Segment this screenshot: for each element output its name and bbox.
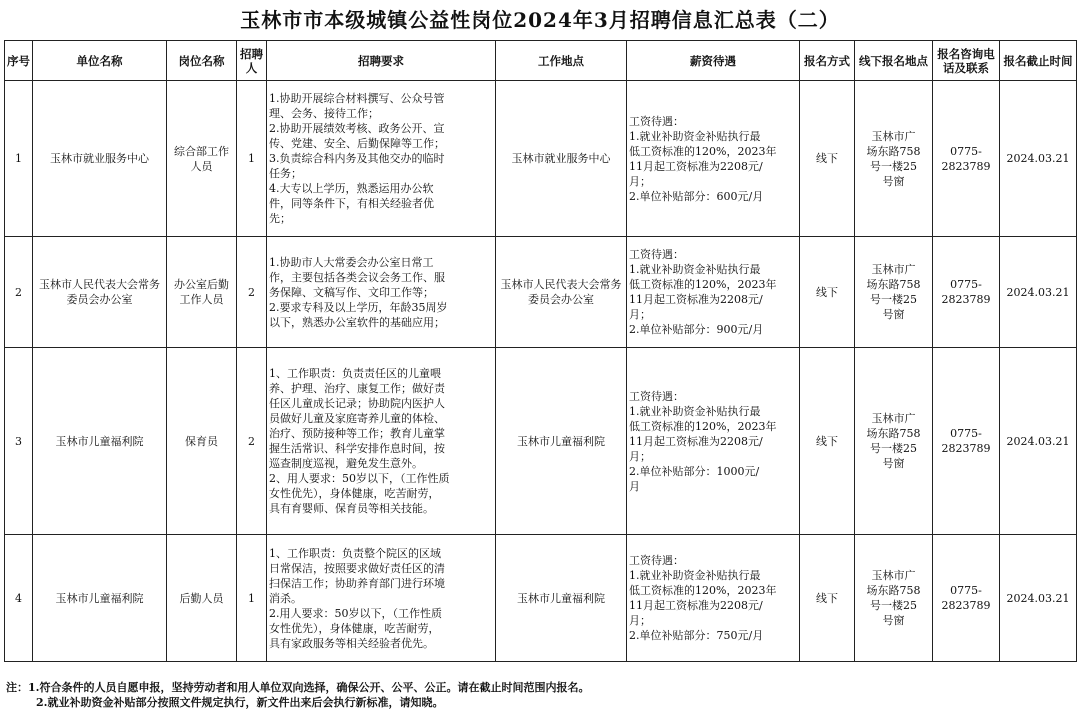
salary-line: 低工资标准的120%，2023年 xyxy=(629,419,777,433)
requirements-line: 1.协助开展综合材料撰写、公众号管 xyxy=(269,92,445,105)
requirements-line: 日常保洁，按照要求做好责任区的清 xyxy=(269,561,445,575)
notes xyxy=(6,680,589,710)
hire-count: 1 xyxy=(237,535,267,662)
header-phone: 报名咨询电话及联系 xyxy=(933,41,1000,81)
requirements-line: 3.负责综合科内务及其他交办的临时 xyxy=(269,152,445,165)
contact-phone-line: 0775- xyxy=(950,427,982,440)
apply-address-line: 场东路758 xyxy=(866,427,921,440)
header-requirements: 招聘要求 xyxy=(267,41,496,81)
requirements-line: 具有家政服务等相关经验者优先。 xyxy=(269,636,434,650)
requirements-line: 握生活常识、科学安排作息时间，按 xyxy=(269,442,445,455)
requirements-line: 1.协助市人大常委会办公室日常工 xyxy=(269,255,434,269)
salary-line: 11月起工资标准为2208元/ xyxy=(629,293,763,306)
apply-mode: 线下 xyxy=(800,535,855,662)
requirements-line: 2.协助开展绩效考核、政务公开、宣 xyxy=(269,122,445,135)
apply-mode: 线下 xyxy=(800,348,855,535)
apply-address-line: 玉林市广 xyxy=(871,412,916,425)
requirements-line: 作，主要包括各类会议会务工作、服 xyxy=(269,270,445,284)
hire-count: 2 xyxy=(237,348,267,535)
requirements-line: 4.大专以上学历，熟悉运用办公软 xyxy=(269,182,434,195)
page-title: 玉林市市本级城镇公益性岗位2024年3月招聘信息汇总表（二） xyxy=(240,8,840,32)
requirements-line: 理、会务、接待工作； xyxy=(269,107,379,120)
position-name: 综合部工作人员 xyxy=(167,81,237,237)
salary-line: 11月起工资标准为2208元/ xyxy=(629,599,763,612)
salary-line: 工资待遇： xyxy=(629,114,684,128)
requirements xyxy=(267,535,496,662)
salary-line: 1.就业补助资金补贴执行最 xyxy=(629,404,761,418)
row-number: 4 xyxy=(5,535,33,662)
note-2: 2.就业补助资金补贴部分按照文件规定执行，新文件出来后会执行新标准，请知晓。 xyxy=(36,696,444,709)
requirements-line: 具有育婴师、保育员等相关技能。 xyxy=(269,502,434,515)
apply-address xyxy=(855,237,933,348)
header-no: 序号 xyxy=(5,41,33,81)
salary xyxy=(627,535,800,662)
contact-phone-line: 2823789 xyxy=(941,599,991,612)
work-place: 玉林市人民代表大会常务委员会办公室 xyxy=(496,237,627,348)
requirements-line: 以下，熟悉办公室软件的基础应用； xyxy=(269,315,445,329)
apply-address-line: 号窗 xyxy=(882,614,905,627)
salary-line: 月； xyxy=(629,308,651,321)
deadline: 2024.03.21 xyxy=(1000,535,1077,662)
header-position: 岗位名称 xyxy=(167,41,237,81)
requirements xyxy=(267,348,496,535)
salary-line: 11月起工资标准为2208元/ xyxy=(629,159,763,173)
salary-line: 月； xyxy=(629,449,651,463)
requirements-line: 女性优先），身体健康，吃苦耐劳， xyxy=(269,621,440,635)
apply-address-line: 场东路758 xyxy=(866,144,921,158)
requirements-line: 2.用人要求：50岁以下，（工作性质 xyxy=(269,606,442,620)
work-place: 玉林市就业服务中心 xyxy=(496,81,627,237)
deadline: 2024.03.21 xyxy=(1000,237,1077,348)
salary-line: 2.单位补贴部分：1000元/ xyxy=(629,464,760,478)
salary-line: 11月起工资标准为2208元/ xyxy=(629,434,763,448)
position-name: 办公室后勤工作人员 xyxy=(167,237,237,348)
contact-phone xyxy=(933,348,1000,535)
unit-name: 玉林市儿童福利院 xyxy=(33,535,167,662)
salary-line: 工资待遇： xyxy=(629,554,684,567)
contact-phone xyxy=(933,237,1000,348)
header-place: 工作地点 xyxy=(496,41,627,81)
unit-name: 玉林市人民代表大会常务委员会办公室 xyxy=(33,237,167,348)
row-number: 2 xyxy=(5,237,33,348)
apply-mode: 线下 xyxy=(800,237,855,348)
position-name: 保育员 xyxy=(167,348,237,535)
salary-line: 月 xyxy=(629,479,640,493)
deadline: 2024.03.21 xyxy=(1000,81,1077,237)
requirements-line: 养、护理、治疗、康复工作；做好责 xyxy=(269,382,445,395)
table-row xyxy=(5,535,1077,662)
salary xyxy=(627,348,800,535)
apply-mode: 线下 xyxy=(800,81,855,237)
apply-address-line: 场东路758 xyxy=(866,584,921,597)
requirements-line: 1、工作职责：负责整个院区的区域 xyxy=(269,546,441,560)
requirements-line: 任区儿童成长记录；协助院内医护人 xyxy=(269,397,445,410)
apply-address-line: 号一楼25 xyxy=(870,159,917,173)
salary-line: 工资待遇： xyxy=(629,248,684,261)
header-count: 招聘人 xyxy=(237,41,267,81)
requirements-line: 先； xyxy=(269,212,291,225)
apply-address-line: 号一楼25 xyxy=(870,293,917,306)
requirements-line: 巡查制度巡视，避免发生意外。 xyxy=(269,457,423,470)
requirements-line: 员做好儿童及家庭寄养儿童的体检、 xyxy=(269,412,445,425)
requirements-line: 传、党建、安全、后勤保障等工作； xyxy=(269,137,445,150)
salary-line: 2.单位补贴部分：900元/月 xyxy=(629,323,764,336)
position-name: 后勤人员 xyxy=(167,535,237,662)
contact-phone-line: 0775- xyxy=(950,278,982,291)
apply-address-line: 玉林市广 xyxy=(871,569,916,582)
apply-address xyxy=(855,81,933,237)
salary-line: 1.就业补助资金补贴执行最 xyxy=(629,129,761,143)
row-number: 3 xyxy=(5,348,33,535)
salary-line: 低工资标准的120%，2023年 xyxy=(629,144,777,158)
requirements xyxy=(267,237,496,348)
header-unit: 单位名称 xyxy=(33,41,167,81)
requirements-line: 任务； xyxy=(269,167,302,180)
requirements xyxy=(267,81,496,237)
salary xyxy=(627,81,800,237)
hire-count: 1 xyxy=(237,81,267,237)
unit-name: 玉林市儿童福利院 xyxy=(33,348,167,535)
apply-address-line: 号窗 xyxy=(882,457,905,470)
apply-address-line: 玉林市广 xyxy=(871,129,916,143)
apply-address-line: 号一楼25 xyxy=(870,599,917,612)
salary-line: 工资待遇： xyxy=(629,389,684,403)
requirements-line: 1、工作职责：负责责任区的儿童喂 xyxy=(269,367,441,380)
requirements-line: 2、用人要求：50岁以下，（工作性质 xyxy=(269,472,450,485)
contact-phone-line: 2823789 xyxy=(941,442,991,455)
contact-phone-line: 0775- xyxy=(950,144,982,158)
requirements-line: 女性优先），身体健康，吃苦耐劳， xyxy=(269,487,440,500)
work-place: 玉林市儿童福利院 xyxy=(496,348,627,535)
header-salary: 薪资待遇 xyxy=(627,41,800,81)
requirements-line: 扫保洁工作；协助养育部门进行环境 xyxy=(269,576,445,590)
requirements-line: 件，同等条件下，有相关经验者优 xyxy=(269,197,434,210)
salary xyxy=(627,237,800,348)
deadline: 2024.03.21 xyxy=(1000,348,1077,535)
salary-line: 2.单位补贴部分：600元/月 xyxy=(629,189,764,203)
contact-phone-line: 2823789 xyxy=(941,159,991,173)
requirements-line: 消杀。 xyxy=(269,591,302,605)
header-address: 线下报名地点 xyxy=(855,41,933,81)
unit-name: 玉林市就业服务中心 xyxy=(33,81,167,237)
header-deadline: 报名截止时间 xyxy=(1000,41,1077,81)
table-row xyxy=(5,348,1077,535)
recruitment-table xyxy=(4,40,1077,662)
apply-address-line: 号一楼25 xyxy=(870,442,917,455)
apply-address xyxy=(855,348,933,535)
contact-phone-line: 2823789 xyxy=(941,293,991,306)
contact-phone-line: 0775- xyxy=(950,584,982,597)
hire-count: 2 xyxy=(237,237,267,348)
table-row xyxy=(5,237,1077,348)
apply-address-line: 场东路758 xyxy=(866,278,921,291)
salary-line: 低工资标准的120%，2023年 xyxy=(629,278,777,291)
apply-address-line: 玉林市广 xyxy=(871,263,916,276)
header-mode: 报名方式 xyxy=(800,41,855,81)
apply-address-line: 号窗 xyxy=(882,174,905,188)
contact-phone xyxy=(933,81,1000,237)
header-row xyxy=(5,41,1077,81)
salary-line: 2.单位补贴部分：750元/月 xyxy=(629,629,764,642)
work-place: 玉林市儿童福利院 xyxy=(496,535,627,662)
contact-phone xyxy=(933,535,1000,662)
note-1: 注：1.符合条件的人员自愿申报，坚持劳动者和用人单位双向选择，确保公开、公平、公正。请在截止时间范围内报名。 xyxy=(6,681,590,694)
salary-line: 1.就业补助资金补贴执行最 xyxy=(629,263,761,276)
salary-line: 月； xyxy=(629,614,651,627)
salary-line: 月； xyxy=(629,174,651,188)
apply-address xyxy=(855,535,933,662)
requirements-line: 2.要求专科及以上学历，年龄35周岁 xyxy=(269,300,448,314)
requirements-line: 务保障、文稿写作、文印工作等； xyxy=(269,285,434,299)
salary-line: 低工资标准的120%，2023年 xyxy=(629,584,777,597)
row-number: 1 xyxy=(5,81,33,237)
salary-line: 1.就业补助资金补贴执行最 xyxy=(629,569,761,582)
requirements-line: 治疗、预防接种等工作；教育儿童掌 xyxy=(269,427,445,440)
table-row xyxy=(5,81,1077,237)
apply-address-line: 号窗 xyxy=(882,308,905,321)
